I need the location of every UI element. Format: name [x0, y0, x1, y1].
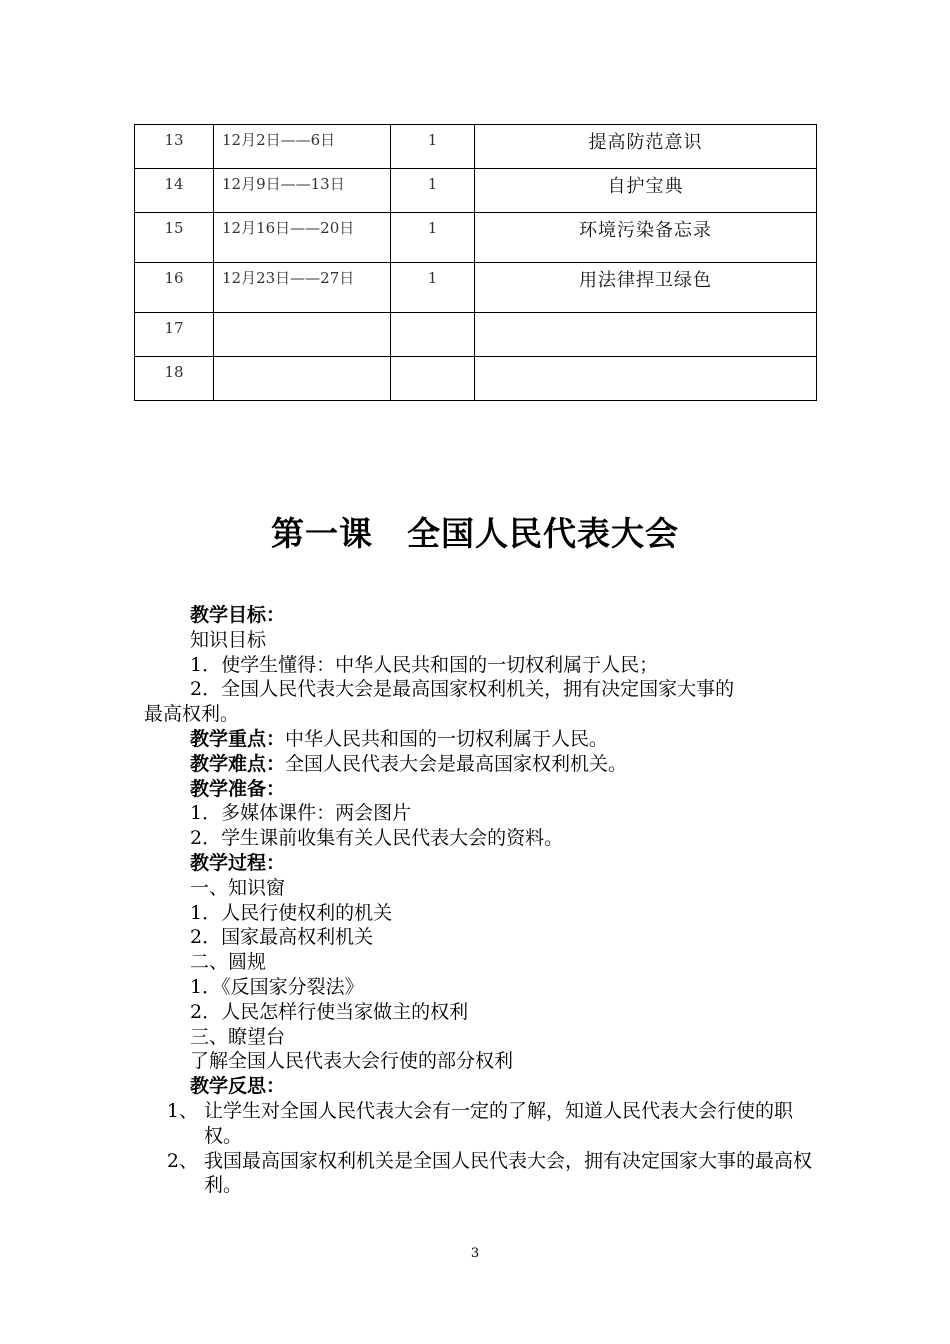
- cell-num: 14: [135, 169, 214, 213]
- lesson-body: [144, 603, 824, 1198]
- focus-label: 教学重点：: [190, 727, 286, 750]
- table-row: [135, 213, 817, 263]
- cell-topic: 提高防范意识: [475, 125, 817, 169]
- section-2-item-1: 1．《反国家分裂法》: [190, 975, 364, 998]
- cell-date: 12月23日——27日: [214, 263, 391, 313]
- goal-1: 1．使学生懂得：中华人民共和国的一切权利属于人民；: [190, 653, 659, 676]
- table-row: [135, 313, 817, 357]
- lesson-title: 第一课 全国人民代表大会: [271, 514, 679, 553]
- knowledge-goal: 知识目标: [190, 628, 267, 651]
- reflection-item: 1、 让学生对全国人民代表大会有一定的了解，知道人民代表大会行使的职权。: [166, 1099, 794, 1147]
- cell-hours: [391, 357, 475, 401]
- cell-hours: 1: [391, 125, 475, 169]
- cell-num: 17: [135, 313, 214, 357]
- cell-topic: 自护宝典: [475, 169, 817, 213]
- cell-date: [214, 357, 391, 401]
- section-3-item-1: 了解全国人民代表大会行使的部分权利: [190, 1050, 514, 1073]
- cell-date: 12月16日——20日: [214, 213, 391, 263]
- cell-num: 16: [135, 263, 214, 313]
- difficulty-label: 教学难点：: [190, 752, 286, 775]
- cell-topic: [475, 357, 817, 401]
- prep-label: 教学准备：: [190, 777, 286, 800]
- cell-date: 12月2日——6日: [214, 125, 391, 169]
- table-row: [135, 125, 817, 169]
- schedule-table: [134, 124, 817, 401]
- cell-num: 13: [135, 125, 214, 169]
- section-1-item-1: 1．人民行使权利的机关: [190, 901, 393, 924]
- prep-1: 1．多媒体课件：两会图片: [190, 802, 412, 825]
- cell-hours: [391, 313, 475, 357]
- focus-text: 中华人民共和国的一切权利属于人民。: [285, 727, 609, 750]
- difficulty-text: 全国人民代表大会是最高国家权利机关。: [285, 752, 628, 775]
- table-row: [135, 169, 817, 213]
- cell-topic: 用法律捍卫绿色: [475, 263, 817, 313]
- section-2: 二、圆规: [190, 951, 267, 974]
- table-row: [135, 357, 817, 401]
- cell-topic: 环境污染备忘录: [475, 213, 817, 263]
- cell-hours: 1: [391, 263, 475, 313]
- section-1-item-2: 2．国家最高权利机关: [190, 926, 374, 949]
- cell-num: 18: [135, 357, 214, 401]
- cell-hours: 1: [391, 169, 475, 213]
- section-3: 三、瞭望台: [190, 1025, 286, 1048]
- process-label: 教学过程：: [190, 851, 286, 874]
- cell-num: 15: [135, 213, 214, 263]
- reflection-label: 教学反思：: [190, 1075, 286, 1098]
- goal-2a: 2．全国人民代表大会是最高国家权利机关，拥有决定国家大事的: [190, 678, 735, 701]
- section-1: 一、知识窗: [190, 876, 286, 899]
- goals-label: 教学目标：: [190, 604, 286, 626]
- cell-topic: [475, 313, 817, 357]
- cell-hours: 1: [391, 213, 475, 263]
- prep-2: 2．学生课前收集有关人民代表大会的资料。: [190, 827, 564, 850]
- section-2-item-2: 2．人民怎样行使当家做主的权利: [190, 1000, 469, 1023]
- page-number: 3: [470, 1246, 480, 1261]
- cell-date: 12月9日——13日: [214, 169, 391, 213]
- goal-2b: 最高权利。: [144, 703, 240, 726]
- reflection-item: 2、 我国最高国家权利机关是全国人民代表大会，拥有决定国家大事的最高权利。: [166, 1149, 813, 1197]
- table-row: [135, 263, 817, 313]
- cell-date: [214, 313, 391, 357]
